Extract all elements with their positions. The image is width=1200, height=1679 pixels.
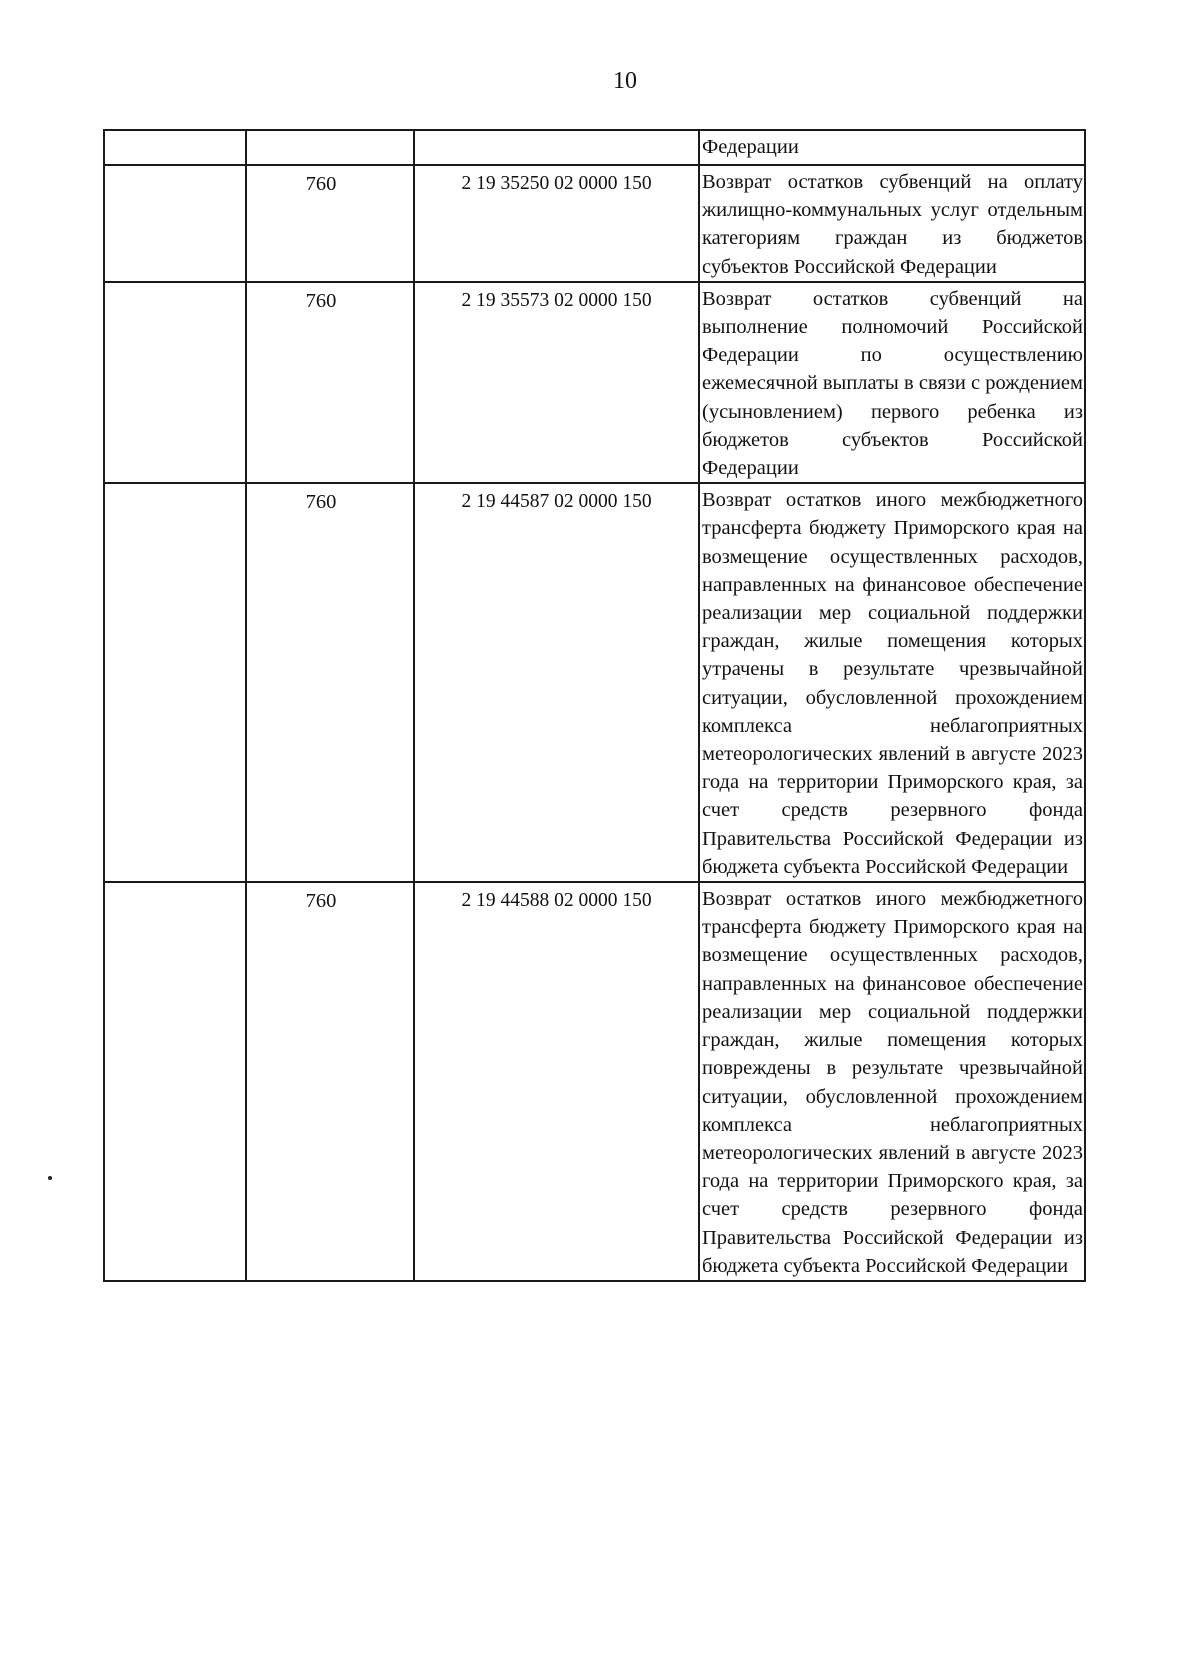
empty-cell	[104, 882, 246, 1281]
empty-cell	[104, 165, 246, 282]
empty-cell	[414, 130, 699, 165]
description-cell: Возврат остатков иного межбюджетного трансферта бюджету Приморского края на возмещение осуществленных расходов, направленных на финансовое обеспечение реализации мер социальной поддержки граждан, жилые помещения которых повреждены в результате чрезвычайной ситуации, обусловленной прохождением комплекса неблагоприятных метеорологических явлений в августе 2023 года на территории Приморского края, за счет средств резервного фонда Правительства Российской Федерации из бюджета субъекта Российской Федерации	[699, 882, 1085, 1281]
empty-cell	[104, 483, 246, 882]
page-number: 10	[613, 68, 637, 94]
description-cell: Возврат остатков субвенций на оплату жилищно-коммунальных услуг отдельным категориям граждан из бюджетов субъектов Российской Федерации	[699, 165, 1085, 282]
budget-code-cell: 2 19 44588 02 0000 150	[414, 882, 699, 1281]
empty-cell	[104, 130, 246, 165]
budget-code-cell: 2 19 44587 02 0000 150	[414, 483, 699, 882]
continuation-text: Федерации	[699, 130, 1085, 165]
admin-code-cell: 760	[246, 282, 414, 483]
table-row	[104, 282, 1085, 483]
description-cell: Возврат остатков иного межбюджетного трансферта бюджету Приморского края на возмещение осуществленных расходов, направленных на финансовое обеспечение реализации мер социальной поддержки граждан, жилые помещения которых утрачены в результате чрезвычайной ситуации, обусловленной прохождением комплекса неблагоприятных метеорологических явлений в августе 2023 года на территории Приморского края, за счет средств резервного фонда Правительства Российской Федерации из бюджета субъекта Российской Федерации	[699, 483, 1085, 882]
empty-cell	[104, 282, 246, 483]
budget-code-cell: 2 19 35250 02 0000 150	[414, 165, 699, 282]
budget-classification-table	[103, 129, 1086, 1282]
admin-code-cell: 760	[246, 882, 414, 1281]
budget-code-cell: 2 19 35573 02 0000 150	[414, 282, 699, 483]
table-row-continuation	[104, 130, 1085, 165]
table-row	[104, 483, 1085, 882]
admin-code-cell: 760	[246, 483, 414, 882]
empty-cell	[246, 130, 414, 165]
scan-speck	[48, 1176, 52, 1180]
table-row	[104, 882, 1085, 1281]
description-cell: Возврат остатков субвенций на выполнение полномочий Российской Федерации по осуществлению ежемесячной выплаты в связи с рождением (усыновлением) первого ребенка из бюджетов субъектов Российской Федерации	[699, 282, 1085, 483]
admin-code-cell: 760	[246, 165, 414, 282]
table-row	[104, 165, 1085, 282]
